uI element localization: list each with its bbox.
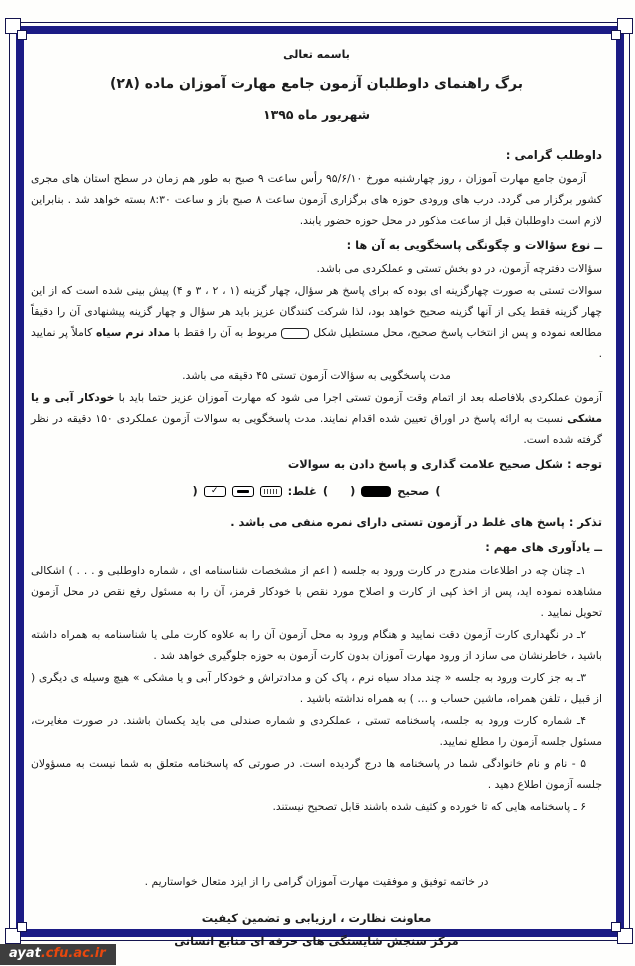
- closing-wish-line: در خاتمه توفیق و موفقیت مهارت آموزان گرامی را از ایزد متعال خواستاریم .: [144, 875, 489, 888]
- corner-knot-ornament: [617, 18, 633, 34]
- practical-bold-pen: خودکار آبی و یا مشکی: [31, 391, 602, 425]
- greeting-heading: داوطلب گرامی :: [505, 148, 602, 162]
- close-paren: ): [350, 484, 356, 498]
- practical-text-after: نسبت به ارائه پاسخ در اوراق تعیین شده اقدام نمایند. مدت پاسخگویی به سوالات آزمون عملکردی ۱۵۰ دقیقه در نظر گرفته شده است.: [31, 412, 602, 446]
- mc-text-tail: کاملاً پر نمایید .: [31, 326, 602, 360]
- open-paren: (: [435, 484, 441, 498]
- bismillah-line: باسمه تعالی: [283, 48, 350, 61]
- practical-exam-paragraph: [31, 387, 602, 450]
- reminder-item: ۵ - نام و نام خانوادگی شما در پاسخنامه ها درج گردیده است. در صورتی که پاسخنامه متعلق به شما نیست به مسؤولان جلسه آزمون اطلاع دهید .: [31, 757, 602, 791]
- correct-label: صحیح: [397, 484, 430, 498]
- practical-text-before: آزمون عملکردی بلافاصله بعد از اتمام وقت آزمون تستی اجرا می شود که مهارت آموزان عزیز حتما باید با: [118, 391, 602, 404]
- booklet-paragraph: سؤالات دفترچه آزمون، در دو بخش تستی و عملکردی می باشد.: [316, 262, 602, 275]
- signature-center: مرکز سنجش شایستگی های حرفه ای منابع انسانی: [174, 934, 459, 948]
- signature-department: معاونت نظارت ، ارزیابی و تضمین کیفیت: [201, 911, 432, 925]
- close-paren: ): [192, 484, 198, 498]
- answer-rectangle-icon: [281, 328, 309, 339]
- site-watermark: [0, 944, 116, 965]
- marking-note-heading: توجه : شکل صحیح علامت گذاری و پاسخ دادن به سوالات: [287, 457, 602, 471]
- open-paren: (: [322, 484, 329, 498]
- reminder-item: ۱ـ چنان چه در اطلاعات مندرج در کارت ورود به جلسه ( اعم از مشخصات شناسنامه ای ، شماره داوطلبی و . . . ) اشکالی مشاهده نموده اید، پس از اخذ کپی از کارت و اصلاح مورد نقص با خودکار قرمز، آن را به مسئول رفع نقص در محل آزمون تحویل نمایید .: [31, 564, 602, 619]
- dash-bar: [237, 490, 249, 493]
- reminder-item: ۳ـ به جز کارت ورود به جلسه « چند مداد سیاه نرم ، پاک کن و مدادتراش و خودکار آبی و یا مشکی » هیچ وسیله ی دیگری ( از قبیل ، تلفن همراه، ماشین حساب و … ) به همراه نداشته باشید .: [31, 671, 602, 705]
- mc-text-middle: مربوط به آن را فقط با: [173, 326, 278, 339]
- reminders-heading: ــ یادآوری های مهم :: [485, 540, 602, 554]
- intro-paragraph: آزمون جامع مهارت آموزان ، روز چهارشنبه مورخ ۹۵/۶/۱۰ رأس ساعت ۹ صبح به طور هم زمان در سطح استان های مجری کشور برگزار می گردد. درب های ورودی حوزه های برگزاری آزمون ساعت ۸ صبح باز و ساعت ۸:۳۰ بسته خواهد شد . بنابراین لازم است داوطلبان قبل از ساعت مذکور در محل حوزه حضور یابند.: [31, 172, 602, 227]
- multiple-choice-paragraph: [31, 280, 602, 364]
- watermark-name: ayat: [9, 946, 41, 961]
- reminder-item: ۲ـ در نگهداری کارت آزمون دقت نمایید و هنگام ورود به محل آزمون آن را به علاوه کارت ملی یا شناسنامه به همراه داشته باشید ، خاطرنشان می سازد از ورود مهارت آموزان بدون کارت آزمون به حوزه جلوگیری خواهد شد .: [31, 628, 602, 662]
- exam-date-line: شهریور ماه ۱۳۹۵: [262, 107, 371, 122]
- document-content: [31, 44, 603, 948]
- marking-examples-row: [31, 481, 602, 502]
- page-title: برگ راهنمای داوطلبان آزمون جامع مهارت آموزان ماده (۲۸): [109, 76, 523, 92]
- wrong-mark-group: [192, 481, 328, 502]
- negative-score-note: تذکر : پاسخ های غلط در آزمون تستی دارای نمره منفی می باشد .: [230, 515, 602, 529]
- mc-bold-pencil: مداد نرم سیاه: [95, 326, 171, 339]
- dash-rectangle-icon: [232, 486, 254, 497]
- mc-text-before: سوالات تستی به صورت چهارگزینه ای بوده که برای پاسخ هر سؤال، چهار گزینه (۱ ، ۲ ، ۳ و ۴) پیش بینی شده است که از این چهار گزینه فقط یکی از آنها گزینه صحیح خواهد بود، لذا شرکت کنندگان عزیز باید هر سؤال و چهار گزینه پیشنهادی آن را دقیقاً مطالعه نموده و پس از انتخاب پاسخ صحیح، محل مستطیل شکل: [31, 284, 603, 339]
- corner-knot-ornament: [5, 928, 21, 944]
- watermark-domain: .cfu.ac.ir: [40, 946, 106, 961]
- correct-mark-group: [350, 481, 441, 502]
- corner-knot-ornament: [5, 18, 21, 34]
- check-rectangle-icon: ✓: [204, 486, 226, 497]
- hatched-rectangle-icon: [260, 486, 282, 497]
- reminder-item: ۶ ـ پاسخنامه هایی که تا خورده و کثیف شده باشند قابل تصحیح نیستند.: [272, 800, 586, 813]
- reminder-item: ۴ـ شماره کارت ورود به جلسه، پاسخنامه تستی ، عملکردی و شماره صندلی می باید یکسان باشند. در صورت مغایرت، مسئول جلسه آزمون را مطلع نمایید.: [31, 714, 602, 748]
- wrong-label: غلط:: [287, 484, 317, 498]
- question-types-heading: ــ نوع سؤالات و چگونگی پاسخگویی به آن ها :: [346, 238, 602, 252]
- corner-knot-ornament: [617, 928, 633, 944]
- test-duration-line: مدت پاسخگویی به سؤالات آزمون تستی ۴۵ دقیقه می باشد.: [182, 369, 451, 382]
- filled-rectangle-icon: [361, 486, 391, 497]
